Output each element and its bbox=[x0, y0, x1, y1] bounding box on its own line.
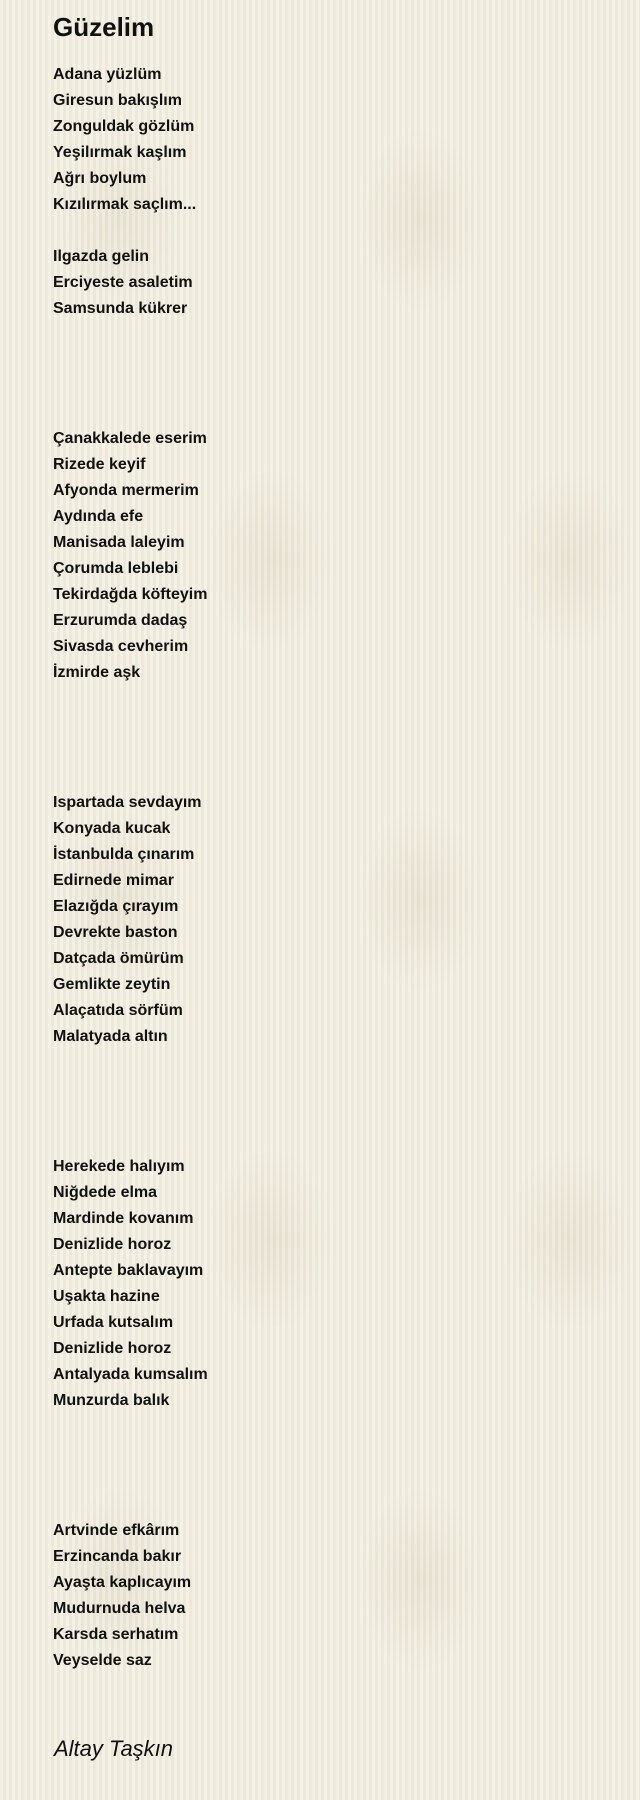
stanza-gap bbox=[53, 218, 613, 244]
poem-line: Zonguldak gözlüm bbox=[53, 118, 195, 135]
poem-line: Munzurda balık bbox=[53, 1392, 170, 1409]
poem-line: Çorumda leblebi bbox=[53, 560, 179, 577]
poem-line: Tekirdağda köfteyim bbox=[53, 586, 208, 603]
poem-line: Niğdede elma bbox=[53, 1184, 158, 1201]
stanza bbox=[53, 62, 613, 218]
poem-body bbox=[53, 62, 613, 1674]
poem-line: Gemlikte zeytin bbox=[53, 976, 171, 993]
poem-line: Antalyada kumsalım bbox=[53, 1366, 208, 1383]
poem-line: Karsda serhatım bbox=[53, 1626, 179, 1643]
poem-line: Erzincanda bakır bbox=[53, 1548, 182, 1565]
poem-line: Samsunda kükrer bbox=[53, 300, 188, 317]
poem-author: Altay Taşkın bbox=[54, 1736, 174, 1761]
poem-line: Aydında efe bbox=[53, 508, 144, 525]
poem-line: Mardinde kovanım bbox=[53, 1210, 194, 1227]
poem-line: Adana yüzlüm bbox=[53, 66, 162, 83]
poem-line: Erzurumda dadaş bbox=[53, 612, 188, 629]
poem-line: Datçada ömürüm bbox=[53, 950, 184, 967]
stanza bbox=[53, 1154, 613, 1414]
stanza-gap bbox=[53, 686, 613, 790]
poem-line: Urfada kutsalım bbox=[53, 1314, 174, 1331]
poem-line: İzmirde aşk bbox=[53, 664, 141, 681]
poem-line: Elazığda çırayım bbox=[53, 898, 179, 915]
poem-line: Malatyada altın bbox=[53, 1028, 168, 1045]
poem-line: Mudurnuda helva bbox=[53, 1600, 186, 1617]
poem-line: Ağrı boylum bbox=[53, 170, 147, 187]
poem-line: Alaçatıda sörfüm bbox=[53, 1002, 183, 1019]
poem-line: Edirnede mimar bbox=[53, 872, 174, 889]
poem-line: Çanakkalede eserim bbox=[53, 430, 207, 447]
poem-line: Ispartada sevdayım bbox=[53, 794, 202, 811]
poem-line: Manisada laleyim bbox=[53, 534, 185, 551]
poem-line: Herekede halıyım bbox=[53, 1158, 185, 1175]
poem-title: Güzelim bbox=[53, 12, 155, 42]
poem-line: Artvinde efkârım bbox=[53, 1522, 180, 1539]
stanza-gap bbox=[53, 322, 613, 426]
poem-container bbox=[53, 12, 613, 1674]
stanza bbox=[53, 244, 613, 322]
poem-line: Sivasda cevherim bbox=[53, 638, 189, 655]
poem-line: Afyonda mermerim bbox=[53, 482, 199, 499]
poem-line: Denizlide horoz bbox=[53, 1340, 172, 1357]
poem-line: Rizede keyif bbox=[53, 456, 146, 473]
stanza bbox=[53, 426, 613, 686]
poem-line: Yeşilırmak kaşlım bbox=[53, 144, 187, 161]
poem-line: Denizlide horoz bbox=[53, 1236, 172, 1253]
poem-line: Erciyeste asaletim bbox=[53, 274, 193, 291]
stanza bbox=[53, 1518, 613, 1674]
stanza bbox=[53, 790, 613, 1050]
poem-line: İstanbulda çınarım bbox=[53, 846, 195, 863]
poem-line: Antepte baklavayım bbox=[53, 1262, 204, 1279]
poem-line: Kızılırmak saçlım... bbox=[53, 196, 197, 213]
stanza-gap bbox=[53, 1414, 613, 1518]
poem-line: Veyselde saz bbox=[53, 1652, 152, 1669]
poem-line: Devrekte baston bbox=[53, 924, 178, 941]
poem-line: Giresun bakışlım bbox=[53, 92, 182, 109]
poem-line: Konyada kucak bbox=[53, 820, 171, 837]
poem-line: Uşakta hazine bbox=[53, 1288, 160, 1305]
poem-line: Ilgazda gelin bbox=[53, 248, 150, 265]
stanza-gap bbox=[53, 1050, 613, 1154]
poem-line: Ayaşta kaplıcayım bbox=[53, 1574, 192, 1591]
